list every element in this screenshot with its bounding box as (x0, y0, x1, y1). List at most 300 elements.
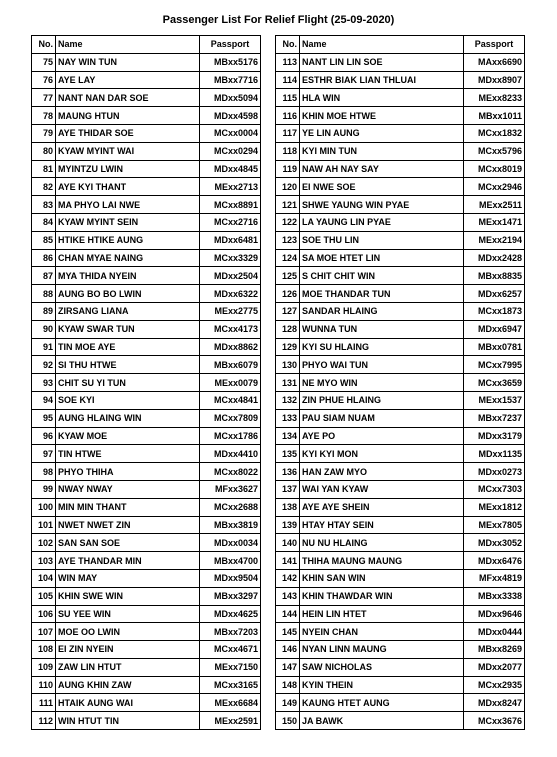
passenger-number: 135 (276, 445, 300, 463)
passenger-number: 139 (276, 516, 300, 534)
passenger-number: 129 (276, 338, 300, 356)
passenger-name: ZIN PHUE HLAING (300, 391, 464, 409)
passenger-name: JA BAWK (300, 712, 464, 730)
table-row (276, 641, 525, 659)
passenger-name: SOE THU LIN (300, 231, 464, 249)
passenger-number: 143 (276, 587, 300, 605)
passenger-rows-right (276, 53, 525, 729)
table-row (276, 498, 525, 516)
table-row (32, 605, 261, 623)
passenger-number: 105 (32, 587, 56, 605)
passport-number: MAxx6690 (464, 53, 525, 71)
table-row (276, 89, 525, 107)
passenger-number: 140 (276, 534, 300, 552)
table-row (32, 178, 261, 196)
table-row (276, 463, 525, 481)
passenger-name: TIN MOE AYE (56, 338, 200, 356)
passenger-name: NAW AH NAY SAY (300, 160, 464, 178)
passenger-number: 111 (32, 694, 56, 712)
passport-number: MCxx8019 (464, 160, 525, 178)
table-row (276, 552, 525, 570)
passenger-name: AUNG HLAING WIN (56, 409, 200, 427)
passenger-number: 146 (276, 641, 300, 659)
passenger-name: SI THU HTWE (56, 356, 200, 374)
passport-number: MCxx8022 (200, 463, 261, 481)
passenger-number: 119 (276, 160, 300, 178)
passport-number: MDxx6947 (464, 320, 525, 338)
passenger-number: 106 (32, 605, 56, 623)
table-row (32, 641, 261, 659)
table-row (32, 231, 261, 249)
passport-number: MExx2775 (200, 302, 261, 320)
passenger-number: 90 (32, 320, 56, 338)
table-row (276, 712, 525, 730)
passenger-name: SOE KYI (56, 391, 200, 409)
passenger-number: 77 (32, 89, 56, 107)
passenger-number: 131 (276, 374, 300, 392)
table-row (276, 124, 525, 142)
table-row (276, 338, 525, 356)
passport-number: MDxx2428 (464, 249, 525, 267)
passenger-name: WIN HTUT TIN (56, 712, 200, 730)
table-row (276, 196, 525, 214)
passport-number: MCxx4173 (200, 320, 261, 338)
passenger-name: AYE THANDAR MIN (56, 552, 200, 570)
passenger-number: 120 (276, 178, 300, 196)
passenger-name: NYEIN CHAN (300, 623, 464, 641)
table-row (32, 480, 261, 498)
passenger-number: 109 (32, 658, 56, 676)
passport-number: MCxx1873 (464, 302, 525, 320)
passenger-name: WUNNA TUN (300, 320, 464, 338)
table-row (276, 142, 525, 160)
passenger-rows-left (32, 53, 261, 729)
passenger-number: 83 (32, 196, 56, 214)
table-row (32, 302, 261, 320)
passenger-name: KHIN MOE HTWE (300, 107, 464, 125)
table-row (32, 267, 261, 285)
table-row (32, 534, 261, 552)
table-row (32, 249, 261, 267)
passport-number: MDxx3179 (464, 427, 525, 445)
passport-number: MBxx7237 (464, 409, 525, 427)
passenger-number: 91 (32, 338, 56, 356)
passenger-name: KYI KYI MON (300, 445, 464, 463)
passenger-name: MOE OO LWIN (56, 623, 200, 641)
passenger-number: 80 (32, 142, 56, 160)
passenger-name: PHYO THIHA (56, 463, 200, 481)
table-row (32, 71, 261, 89)
table-row (32, 89, 261, 107)
passenger-name: SHWE YAUNG WIN PYAE (300, 196, 464, 214)
passport-number: MCxx2946 (464, 178, 525, 196)
passenger-number: 82 (32, 178, 56, 196)
passenger-name: AYE KYI THANT (56, 178, 200, 196)
table-row (276, 160, 525, 178)
passenger-name: AYE AYE SHEIN (300, 498, 464, 516)
passport-number: MExx1471 (464, 213, 525, 231)
passport-number: MDxx2504 (200, 267, 261, 285)
passenger-name: NANT NAN DAR SOE (56, 89, 200, 107)
passenger-name: AYE PO (300, 427, 464, 445)
passenger-name: NANT LIN LIN SOE (300, 53, 464, 71)
passenger-number: 92 (32, 356, 56, 374)
passenger-number: 75 (32, 53, 56, 71)
passenger-name: AUNG KHIN ZAW (56, 676, 200, 694)
passenger-name: NWAY NWAY (56, 480, 200, 498)
table-header-row (32, 36, 261, 54)
table-row (32, 160, 261, 178)
passport-number: MBxx0781 (464, 338, 525, 356)
table-row (276, 374, 525, 392)
passenger-number: 133 (276, 409, 300, 427)
passenger-table-right (275, 35, 525, 730)
passenger-number: 97 (32, 445, 56, 463)
passenger-number: 101 (32, 516, 56, 534)
header-passport: Passport (200, 36, 261, 54)
passenger-name: HTAIK AUNG WAI (56, 694, 200, 712)
passenger-name: EI NWE SOE (300, 178, 464, 196)
passport-number: MDxx4598 (200, 107, 261, 125)
table-row (32, 712, 261, 730)
table-row (32, 320, 261, 338)
passenger-name: TIN HTWE (56, 445, 200, 463)
passenger-number: 126 (276, 285, 300, 303)
table-row (32, 498, 261, 516)
passenger-name: EI ZIN NYEIN (56, 641, 200, 659)
passenger-name: KHIN SWE WIN (56, 587, 200, 605)
passport-number: MCxx7995 (464, 356, 525, 374)
passenger-name: HLA WIN (300, 89, 464, 107)
passenger-number: 85 (32, 231, 56, 249)
passenger-name: AUNG BO BO LWIN (56, 285, 200, 303)
passenger-number: 127 (276, 302, 300, 320)
passenger-number: 138 (276, 498, 300, 516)
passenger-name: KYIN THEIN (300, 676, 464, 694)
passenger-name: KYAW MOE (56, 427, 200, 445)
passport-number: MDxx6322 (200, 285, 261, 303)
passenger-name: HEIN LIN HTET (300, 605, 464, 623)
passenger-name: SAW NICHOLAS (300, 658, 464, 676)
passport-number: MExx2713 (200, 178, 261, 196)
passenger-number: 88 (32, 285, 56, 303)
table-row (276, 534, 525, 552)
passenger-name: NWET NWET ZIN (56, 516, 200, 534)
passenger-number: 81 (32, 160, 56, 178)
passenger-number: 124 (276, 249, 300, 267)
passenger-name: PAU SIAM NUAM (300, 409, 464, 427)
passport-number: MDxx9504 (200, 569, 261, 587)
passenger-number: 76 (32, 71, 56, 89)
passport-number: MCxx0294 (200, 142, 261, 160)
passport-number: MCxx3165 (200, 676, 261, 694)
passport-number: MDxx6481 (200, 231, 261, 249)
passenger-number: 121 (276, 196, 300, 214)
passenger-number: 148 (276, 676, 300, 694)
passenger-name: HAN ZAW MYO (300, 463, 464, 481)
passenger-name: MYINTZU LWIN (56, 160, 200, 178)
passenger-number: 128 (276, 320, 300, 338)
passenger-name: ESTHR BIAK LIAN THLUAI (300, 71, 464, 89)
passenger-name: HTAY HTAY SEIN (300, 516, 464, 534)
passport-number: MFxx3627 (200, 480, 261, 498)
passport-number: MDxx4410 (200, 445, 261, 463)
passenger-number: 136 (276, 463, 300, 481)
passenger-name: THIHA MAUNG MAUNG (300, 552, 464, 570)
table-row (32, 107, 261, 125)
header-name: Name (56, 36, 200, 54)
passenger-number: 141 (276, 552, 300, 570)
passport-number: MCxx2935 (464, 676, 525, 694)
table-row (276, 320, 525, 338)
passport-number: MDxx8862 (200, 338, 261, 356)
passport-number: MExx7805 (464, 516, 525, 534)
passport-number: MExx1812 (464, 498, 525, 516)
passenger-name: KAUNG HTET AUNG (300, 694, 464, 712)
passenger-name: HTIKE HTIKE AUNG (56, 231, 200, 249)
passenger-name: KHIN SAN WIN (300, 569, 464, 587)
table-row (32, 516, 261, 534)
passport-number: MBxx3338 (464, 587, 525, 605)
passport-number: MFxx4819 (464, 569, 525, 587)
passenger-number: 150 (276, 712, 300, 730)
passenger-number: 93 (32, 374, 56, 392)
passport-number: MBxx1011 (464, 107, 525, 125)
passenger-number: 147 (276, 658, 300, 676)
passport-number: MExx8233 (464, 89, 525, 107)
passenger-number: 102 (32, 534, 56, 552)
passenger-number: 125 (276, 267, 300, 285)
passenger-name: MA PHYO LAI NWE (56, 196, 200, 214)
passport-number: MExx2591 (200, 712, 261, 730)
table-row (32, 124, 261, 142)
passport-number: MDxx0034 (200, 534, 261, 552)
passenger-number: 99 (32, 480, 56, 498)
passenger-number: 84 (32, 213, 56, 231)
passport-number: MBxx7716 (200, 71, 261, 89)
passenger-name: WAI YAN KYAW (300, 480, 464, 498)
passenger-name: KHIN THAWDAR WIN (300, 587, 464, 605)
table-header-row (276, 36, 525, 54)
table-row (32, 338, 261, 356)
passport-number: MExx0079 (200, 374, 261, 392)
table-row (32, 374, 261, 392)
passenger-name: AYE LAY (56, 71, 200, 89)
table-row (276, 302, 525, 320)
passenger-number: 100 (32, 498, 56, 516)
passenger-number: 104 (32, 569, 56, 587)
passport-number: MDxx8907 (464, 71, 525, 89)
passenger-name: ZIRSANG LIANA (56, 302, 200, 320)
passenger-name: WIN MAY (56, 569, 200, 587)
table-row (276, 178, 525, 196)
passenger-number: 117 (276, 124, 300, 142)
passenger-name: KYAW MYINT SEIN (56, 213, 200, 231)
table-row (32, 552, 261, 570)
passenger-number: 89 (32, 302, 56, 320)
passport-number: MCxx2688 (200, 498, 261, 516)
passenger-number: 86 (32, 249, 56, 267)
table-row (276, 249, 525, 267)
passenger-name: NYAN LINN MAUNG (300, 641, 464, 659)
passenger-name: KYI MIN TUN (300, 142, 464, 160)
table-row (32, 694, 261, 712)
passenger-number: 98 (32, 463, 56, 481)
passenger-name: ZAW LIN HTUT (56, 658, 200, 676)
passenger-number: 149 (276, 694, 300, 712)
table-row (276, 658, 525, 676)
table-row (32, 142, 261, 160)
passport-number: MDxx9646 (464, 605, 525, 623)
passport-number: MExx1537 (464, 391, 525, 409)
table-row (276, 231, 525, 249)
passenger-name: NAY WIN TUN (56, 53, 200, 71)
passenger-number: 142 (276, 569, 300, 587)
passenger-table-left (31, 35, 261, 730)
table-row (32, 391, 261, 409)
passenger-number: 96 (32, 427, 56, 445)
table-row (276, 409, 525, 427)
passenger-number: 130 (276, 356, 300, 374)
table-row (276, 587, 525, 605)
table-row (32, 445, 261, 463)
passport-number: MBxx8269 (464, 641, 525, 659)
passport-number: MCxx1786 (200, 427, 261, 445)
passenger-name: SAN SAN SOE (56, 534, 200, 552)
table-row (32, 427, 261, 445)
passport-number: MDxx6476 (464, 552, 525, 570)
passenger-name: KYAW MYINT WAI (56, 142, 200, 160)
passport-number: MCxx0004 (200, 124, 261, 142)
header-name: Name (300, 36, 464, 54)
passport-number: MCxx7303 (464, 480, 525, 498)
passport-number: MDxx0273 (464, 463, 525, 481)
passport-number: MBxx3819 (200, 516, 261, 534)
table-row (276, 480, 525, 498)
passport-number: MBxx4700 (200, 552, 261, 570)
passenger-name: CHAN MYAE NAING (56, 249, 200, 267)
passport-number: MCxx3329 (200, 249, 261, 267)
document-title: Passenger List For Relief Flight (25-09-2020) (162, 14, 395, 26)
passport-number: MExx6684 (200, 694, 261, 712)
passport-number: MExx2511 (464, 196, 525, 214)
passport-number: MDxx0444 (464, 623, 525, 641)
passenger-number: 87 (32, 267, 56, 285)
table-row (32, 587, 261, 605)
passport-number: MExx7150 (200, 658, 261, 676)
passenger-number: 95 (32, 409, 56, 427)
passenger-number: 132 (276, 391, 300, 409)
table-row (32, 676, 261, 694)
passport-number: MCxx4841 (200, 391, 261, 409)
table-row (276, 53, 525, 71)
passenger-number: 112 (32, 712, 56, 730)
passenger-name: MIN MIN THANT (56, 498, 200, 516)
passenger-number: 123 (276, 231, 300, 249)
passport-number: MCxx3676 (464, 712, 525, 730)
header-no: No. (32, 36, 56, 54)
passport-number: MDxx8247 (464, 694, 525, 712)
table-row (32, 409, 261, 427)
passenger-name: SU YEE WIN (56, 605, 200, 623)
passport-number: MBxx8835 (464, 267, 525, 285)
passenger-number: 134 (276, 427, 300, 445)
table-row (276, 605, 525, 623)
table-row (276, 623, 525, 641)
passenger-name: PHYO WAI TUN (300, 356, 464, 374)
passenger-number: 116 (276, 107, 300, 125)
passenger-number: 137 (276, 480, 300, 498)
passenger-number: 78 (32, 107, 56, 125)
passenger-name: SA MOE HTET LIN (300, 249, 464, 267)
passport-number: MCxx2716 (200, 213, 261, 231)
passport-number: MBxx6079 (200, 356, 261, 374)
passport-number: MCxx3659 (464, 374, 525, 392)
passport-number: MCxx1832 (464, 124, 525, 142)
passenger-number: 122 (276, 213, 300, 231)
passenger-number: 108 (32, 641, 56, 659)
passenger-number: 79 (32, 124, 56, 142)
passenger-name: CHIT SU YI TUN (56, 374, 200, 392)
passport-number: MDxx2077 (464, 658, 525, 676)
passenger-number: 107 (32, 623, 56, 641)
table-row (276, 285, 525, 303)
table-row (276, 427, 525, 445)
table-row (32, 623, 261, 641)
passenger-name: S CHIT CHIT WIN (300, 267, 464, 285)
passenger-number: 145 (276, 623, 300, 641)
table-row (276, 676, 525, 694)
passenger-number: 114 (276, 71, 300, 89)
passport-number: MCxx7809 (200, 409, 261, 427)
passenger-name: KYI SU HLAING (300, 338, 464, 356)
passport-number: MDxx5094 (200, 89, 261, 107)
header-passport: Passport (464, 36, 525, 54)
passenger-number: 103 (32, 552, 56, 570)
table-row (32, 285, 261, 303)
table-row (32, 569, 261, 587)
table-row (276, 391, 525, 409)
passenger-number: 144 (276, 605, 300, 623)
passenger-number: 118 (276, 142, 300, 160)
passenger-name: AYE THIDAR SOE (56, 124, 200, 142)
passenger-name: MAUNG HTUN (56, 107, 200, 125)
table-row (32, 213, 261, 231)
header-no: No. (276, 36, 300, 54)
passport-number: MCxx8891 (200, 196, 261, 214)
passenger-number: 113 (276, 53, 300, 71)
passenger-name: MOE THANDAR TUN (300, 285, 464, 303)
passenger-number: 115 (276, 89, 300, 107)
passenger-name: KYAW SWAR TUN (56, 320, 200, 338)
table-row (276, 445, 525, 463)
table-row (276, 267, 525, 285)
passport-number: MBxx3297 (200, 587, 261, 605)
table-row (276, 694, 525, 712)
passport-number: MDxx3052 (464, 534, 525, 552)
table-row (276, 71, 525, 89)
passenger-name: YE LIN AUNG (300, 124, 464, 142)
passenger-name: NU NU HLAING (300, 534, 464, 552)
table-row (276, 516, 525, 534)
passenger-name: NE MYO WIN (300, 374, 464, 392)
passport-number: MCxx5796 (464, 142, 525, 160)
passport-number: MExx2194 (464, 231, 525, 249)
table-row (32, 356, 261, 374)
passport-number: MDxx4845 (200, 160, 261, 178)
passenger-number: 110 (32, 676, 56, 694)
table-row (276, 107, 525, 125)
